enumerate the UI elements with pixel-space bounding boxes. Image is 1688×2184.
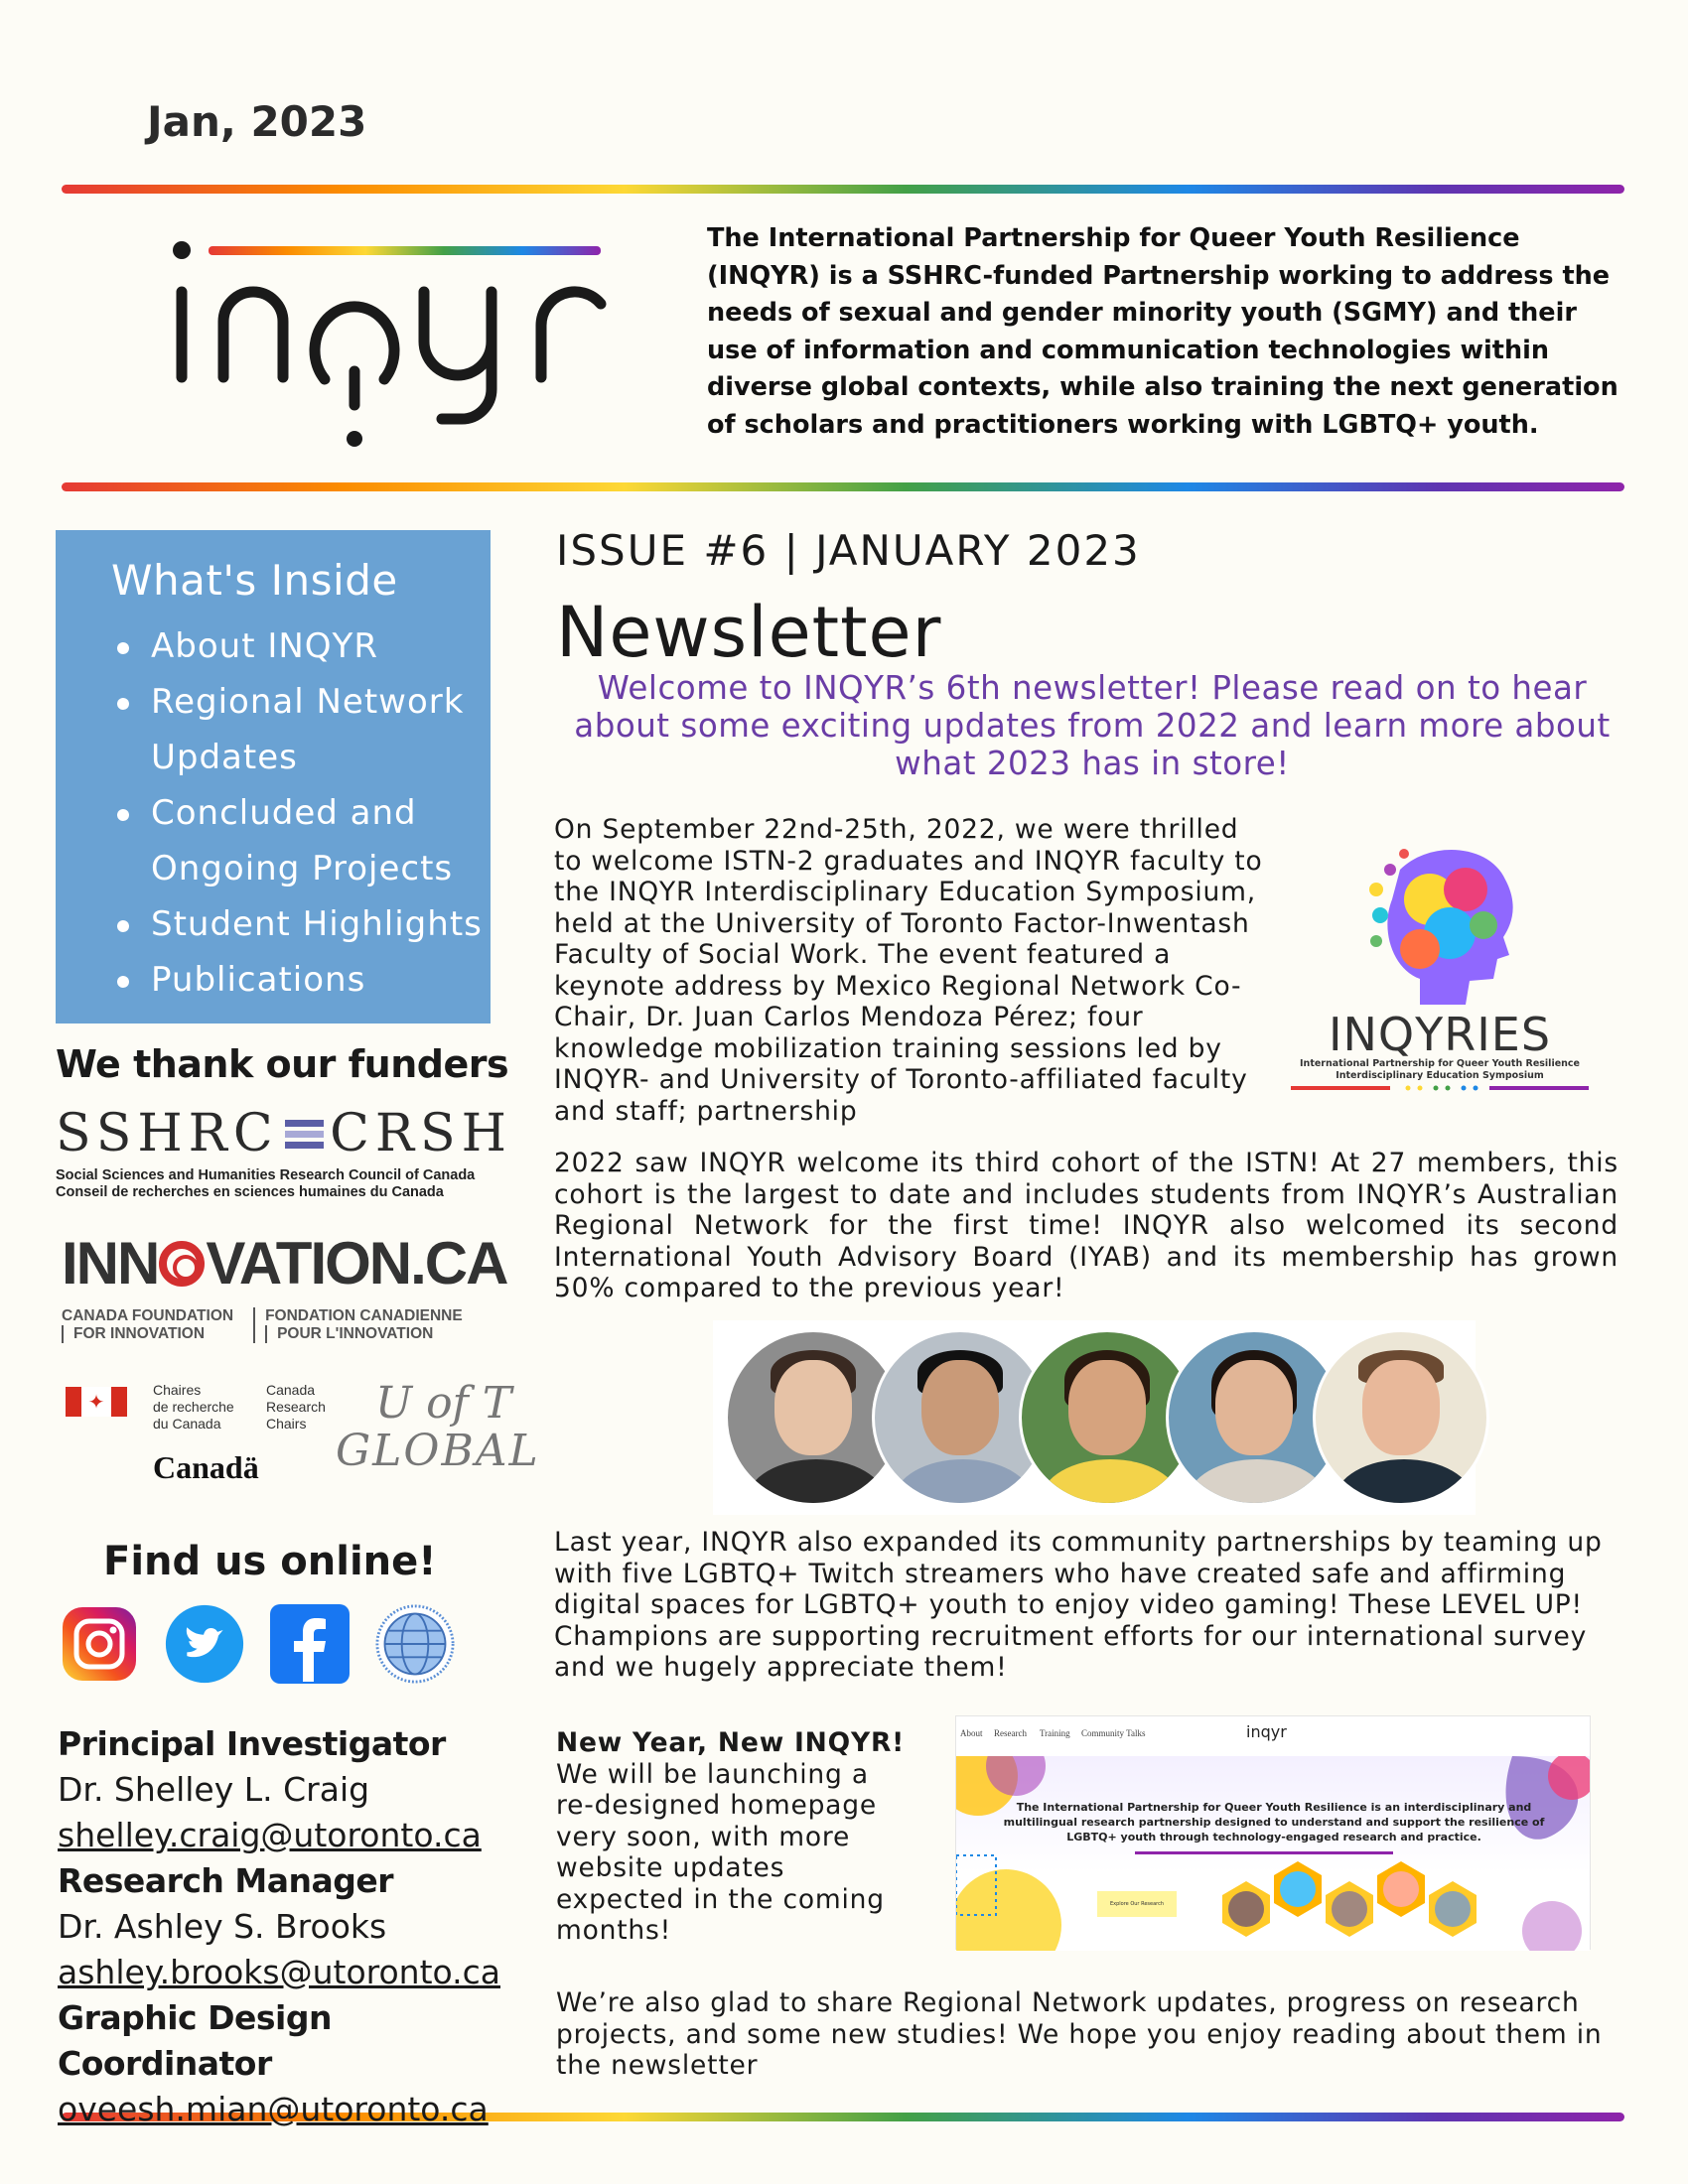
pi-label: Principal Investigator [58,1724,446,1763]
canada-wordmark: Canadä [153,1449,259,1485]
web-nav-community-talks[interactable]: Community Talks [1081,1728,1146,1738]
team-photo-strip [713,1320,1476,1515]
whats-inside-list [111,618,491,1008]
toc-item-continued[interactable]: Updates [151,738,298,777]
closing-paragraph: We’re also glad to share Regional Network updates, progress on research projects, and some new studies! We hope you enjoy reading about them in the newsletter [556,1987,1603,2081]
toc-item[interactable]: Publications [111,952,491,1008]
rm-label: Research Manager [58,1861,394,1900]
homepage-announcement-title: New Year, New INQYR! [556,1727,906,1758]
toc-item[interactable]: Student Highlights [111,896,491,952]
toc-item[interactable]: Regional Network [111,674,491,730]
gd-email-link[interactable]: oveesh.mian@utoronto.ca [58,2090,489,2128]
portrait-photo [1313,1329,1489,1506]
sshrc-name-fr: Conseil de recherches en sciences humaines du Canada [56,1184,444,1200]
whats-inside-box [56,530,491,1024]
website-nav [956,1716,1590,1752]
rainbow-divider-top [62,185,1624,194]
toc-item[interactable]: About INQYR [111,618,491,674]
contacts-block [58,1721,554,2132]
facebook-icon[interactable] [270,1604,350,1684]
rainbow-divider-middle [62,482,1624,491]
cfi-fr-line2: POUR L'INNOVATION [265,1325,473,1343]
global-text: GLOBAL [336,1426,540,1476]
pi-name: Dr. Shelley L. Craig [58,1770,370,1809]
newsletter-title: Newsletter [556,592,942,673]
sshrc-logo [56,1104,512,1201]
innovation-prefix: INN [62,1230,159,1297]
inqyries-sub2: Interdisciplinary Education Symposium [1336,1070,1544,1081]
inqyries-sub1: International Partnership for Queer Youth Resilience [1300,1058,1580,1069]
crc-fr-line3: du Canada [153,1416,221,1432]
inqyr-logo [164,230,621,459]
funders-title: We thank our funders [56,1042,509,1086]
sshrc-name-en: Social Sciences and Humanities Research Council of Canada [56,1167,476,1183]
web-nav-research[interactable]: Research [994,1728,1027,1738]
toc-item[interactable]: Concluded and [111,785,491,841]
website-banner [956,1756,1590,1951]
website-preview-screenshot [955,1715,1591,1950]
twitch-partnership-paragraph: Last year, INQYR also expanded its community partnerships by teaming up with five LGBTQ+ Twitch streamers who have created safe and affirming digital spaces for LGBTQ+ youth to enjoy video gaming! These LEVEL UP! Champions are supporting recruitment efforts for our international survey and we hugely appreciate them! [554,1527,1603,1683]
homepage-announcement-body: We will be launching a re-designed homepage very soon, with more website updates expected in the coming months! [556,1758,885,1946]
uoft-text: U of T [375,1378,512,1429]
pi-email-link[interactable]: shelley.craig@utoronto.ca [58,1816,482,1854]
cfi-en-line1: CANADA FOUNDATION [62,1307,234,1324]
cfi-en-line2: FOR INNOVATION [62,1325,243,1343]
cfi-fr-line1: FONDATION CANADIENNE [265,1307,463,1324]
welcome-message: Welcome to INQYR’s 6th newsletter! Please read on to hear about some exciting updates from 2022 and learn more about what 2023 has in store! [574,669,1611,782]
whats-inside-title: What's Inside [111,556,398,605]
twitter-icon[interactable] [165,1604,244,1684]
crc-fr-line2: de recherche [153,1399,234,1415]
uoft-global-logo [336,1378,540,1487]
issue-heading: ISSUE #6 | JANUARY 2023 [556,526,1141,575]
crc-en-line2: Research [266,1399,326,1415]
website-logo[interactable]: inqyr [1246,1722,1287,1741]
web-nav-about[interactable]: About [960,1728,983,1738]
social-links [60,1604,455,1684]
homepage-announcement [556,1727,914,1947]
crc-en-line1: Canada [266,1382,316,1398]
web-nav-training[interactable]: Training [1040,1728,1070,1738]
innovation-o-icon [159,1241,205,1287]
instagram-icon[interactable] [60,1604,139,1684]
toc-item-continued[interactable]: Ongoing Projects [151,849,454,888]
innovation-suffix: VATION.CA [206,1230,507,1297]
sshrc-acronym: SSHRC [56,1104,279,1163]
gd-label: Graphic Design Coordinator [58,1998,332,2083]
find-us-title: Find us online! [103,1539,437,1584]
rm-email-link[interactable]: ashley.brooks@utoronto.ca [58,1953,500,1991]
crc-fr-line1: Chaires [153,1382,202,1398]
cohort-paragraph: 2022 saw INQYR welcome its third cohort of the ISTN! At 27 members, this cohort is the largest to date and includes students from INQYR’s Australian Regional Network for the first time! INQYR also welcomed its second International Youth Advisory Board (IYAB) and its membership has grown 50% compared to the previous year! [554,1148,1618,1303]
website-banner-text: The International Partnership for Queer Youth Resilience is an interdisciplinary and multilingual research partnership designed to understand and support the resilience of LGBTQ+ youth through technology-engaged research and practice. [1003,1801,1545,1843]
inqyries-wordmark: INQYRIES [1328,1008,1552,1061]
sshrc-bars-icon [285,1120,324,1149]
intro-statement: The International Partnership for Queer Youth Resilience (INQYR) is a SSHRC-funded Partnership working to address the needs of sexual and gender minority youth (SGMY) and their use of information and communication technologies within diverse global contexts, while also training the next generation of scholars and practitioners working with LGBTQ+ youth. [707,223,1618,440]
inqyries-symposium-logo [1281,830,1599,1094]
canada-research-chairs-logo [66,1382,353,1491]
crc-en-line3: Chairs [266,1416,307,1432]
canada-flag-icon: ✦ [66,1387,127,1417]
innovation-canada-logo [62,1229,508,1343]
website-explore-button[interactable]: Explore Our Research [1097,1891,1177,1917]
crsh-acronym: CRSH [330,1104,512,1163]
rm-name: Dr. Ashley S. Brooks [58,1907,387,1946]
globe-icon[interactable] [375,1604,455,1684]
symposium-paragraph: On September 22nd-25th, 2022, we were thrilled to welcome ISTN-2 graduates and INQYR faculty to the INQYR Interdisciplinary Education Symposium, held at the University of Toronto Factor-Inwentash Faculty of Social Work. The event featured a keynote address by Mexico Regional Network Co-Chair, Dr. Juan Carlos Mendoza Pérez; four knowledge mobilization training sessions led by INQYR- and University of Toronto-affiliated faculty and staff; partnership [554,814,1263,1127]
issue-date: Jan, 2023 [147,97,367,146]
